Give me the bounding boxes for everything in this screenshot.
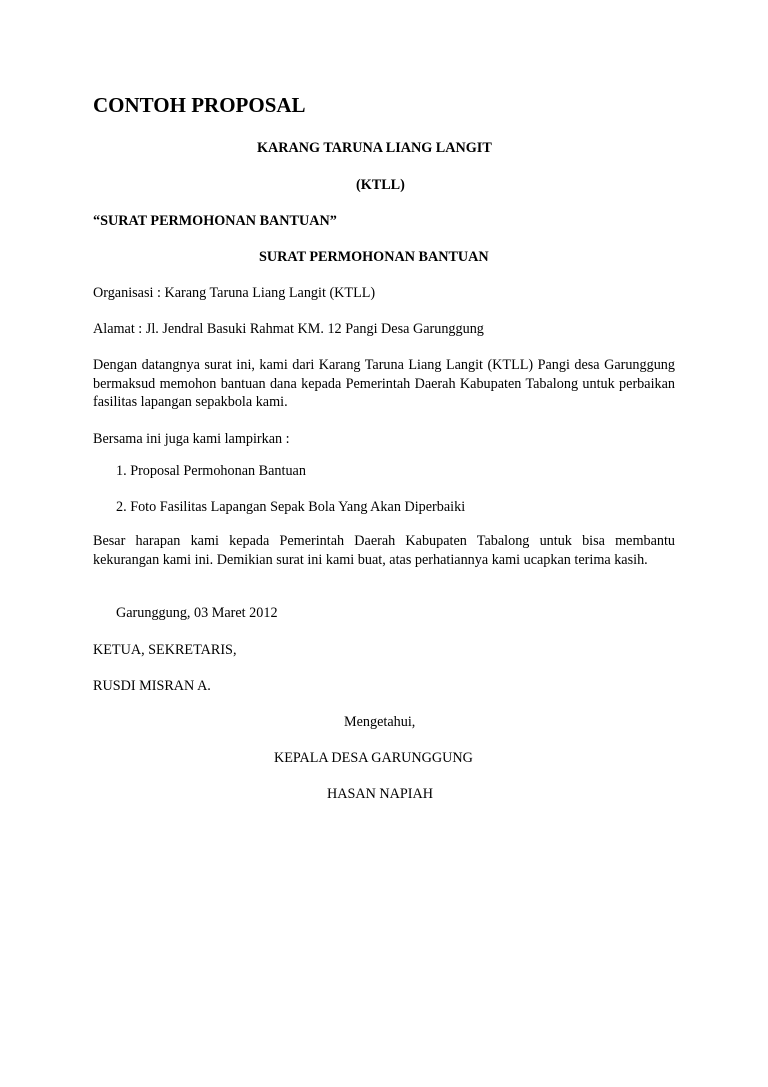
organization-abbreviation: (KTLL) [356, 177, 405, 193]
organization-title: KARANG TARUNA LIANG LANGIT [257, 140, 492, 156]
attachment-item [116, 498, 465, 516]
signer-name: RUSDI MISRAN A. [93, 678, 211, 694]
organization-line: Organisasi : Karang Taruna Liang Langit (KTLL) [93, 285, 376, 301]
quoted-letter-title: “SURAT PERMOHONAN BANTUAN” [93, 213, 337, 229]
place-date: Garunggung, 03 Maret 2012 [116, 605, 278, 621]
opening-paragraph: Dengan datangnya surat ini, kami dari Karang Taruna Liang Langit (KTLL) Pangi desa Garunggung bermaksud memohon bantuan dana kepada Pemerintah Daerah Kabupaten Tabalong untuk perbaikan fasilitas lapangan sepakbola kami. [93, 357, 675, 410]
closing-paragraph: Besar harapan kami kepada Pemerintah Daerah Kabupaten Tabalong untuk bisa membantu kekurangan kami ini. Demikian surat ini kami buat, atas perhatiannya kami ucapkan terima kasih. [93, 533, 675, 568]
attachment-number: 2. [116, 499, 127, 515]
document-heading: CONTOH PROPOSAL [93, 93, 306, 117]
acknowledged-label: Mengetahui, [344, 714, 416, 730]
village-head-name: HASAN NAPIAH [327, 786, 434, 802]
signatories-line: KETUA, SEKRETARIS, [93, 642, 237, 658]
attachment-number: 1. [116, 463, 127, 479]
address-line: Alamat : Jl. Jendral Basuki Rahmat KM. 12 Pangi Desa Garunggung [93, 321, 484, 337]
attachments-intro: Bersama ini juga kami lampirkan : [93, 431, 290, 447]
village-head-title: KEPALA DESA GARUNGGUNG [274, 750, 473, 766]
attachment-text: Proposal Permohonan Bantuan [130, 463, 306, 479]
attachment-text: Foto Fasilitas Lapangan Sepak Bola Yang Akan Diperbaiki [130, 499, 466, 515]
attachment-item [116, 462, 306, 480]
letter-title: SURAT PERMOHONAN BANTUAN [259, 249, 489, 265]
